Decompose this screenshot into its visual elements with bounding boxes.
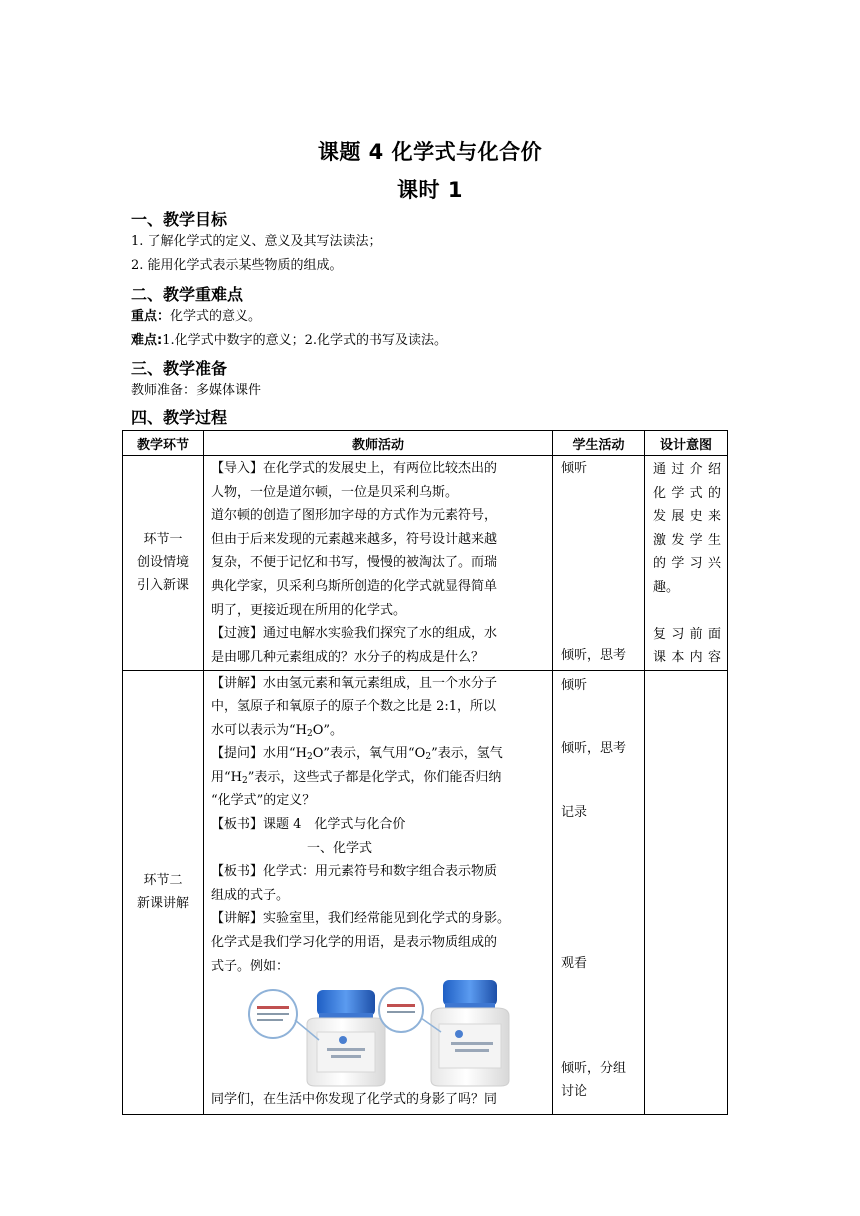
teaching-process-table bbox=[122, 430, 728, 1115]
section-heading-key-points: 二、教学重难点 bbox=[131, 285, 244, 304]
table-row bbox=[123, 670, 728, 1114]
design-line: 激发学生 bbox=[653, 532, 721, 548]
header-design-intent: 设计意图 bbox=[645, 431, 728, 456]
stage-cell-2 bbox=[123, 670, 204, 1114]
difficult-label: 难点: bbox=[131, 333, 163, 348]
key-label: 重点： bbox=[131, 309, 171, 324]
teacher-line bbox=[211, 766, 546, 790]
design-line: 的学习兴 bbox=[653, 556, 721, 571]
stage-line: 引入新课 bbox=[136, 578, 189, 594]
text-run: 【提问】水用“H bbox=[211, 746, 307, 762]
stage-cell-1 bbox=[123, 456, 204, 671]
stage-line: 环节一 bbox=[143, 532, 183, 548]
design-intent-cell-2 bbox=[645, 670, 728, 1114]
teacher-activity-cell-1 bbox=[204, 456, 553, 671]
student-activity: 倾听 bbox=[561, 677, 588, 693]
text-run: O”。 bbox=[312, 722, 344, 738]
key-text: 化学式的意义。 bbox=[170, 309, 262, 324]
goal-item-1: 1. 了解化学式的定义、意义及其写法读法； bbox=[131, 234, 382, 249]
reagent-bottles-image bbox=[211, 980, 546, 1088]
student-activity-cell-2 bbox=[553, 670, 645, 1114]
student-activity: 讨论 bbox=[561, 1083, 588, 1099]
teacher-line: “化学式”的定义？ bbox=[211, 793, 316, 809]
student-activity-cell-1 bbox=[553, 456, 645, 671]
teacher-line: 同学们，在生活中你发现了化学式的身影了吗？同 bbox=[211, 1092, 498, 1108]
teacher-line: 人物，一位是道尔顿，一位是贝采利乌斯。 bbox=[211, 484, 459, 500]
student-activity: 倾听，思考 bbox=[561, 740, 627, 756]
teacher-line: 【导入】在化学式的发展史上，有两位比较杰出的 bbox=[211, 461, 498, 476]
teacher-activity-cell-2 bbox=[204, 670, 553, 1114]
subscript: 2 bbox=[425, 752, 432, 763]
student-activity: 倾听 bbox=[561, 461, 588, 476]
table-header-row bbox=[123, 431, 728, 456]
student-activity: 倾听，思考 bbox=[561, 648, 627, 663]
teacher-line: 【板书】课题 4 化学式与化合价 bbox=[211, 817, 406, 833]
design-line: 发展史来 bbox=[653, 509, 721, 524]
subscript: 2 bbox=[306, 752, 313, 763]
key-point-line bbox=[131, 307, 261, 327]
teacher-line: 典化学家，贝采利乌斯所创造的化学式就显得简单 bbox=[211, 578, 498, 594]
teacher-line: 组成的式子。 bbox=[211, 887, 290, 903]
lesson-subtitle: 课时 1 bbox=[397, 178, 463, 202]
text-run: ”表示，这些式子都是化学式，你们能否归纳 bbox=[247, 769, 502, 785]
teacher-line bbox=[211, 742, 546, 766]
section-heading-goals: 一、教学目标 bbox=[131, 210, 228, 229]
text-run: ”表示，氢气 bbox=[431, 746, 503, 762]
header-stage: 教学环节 bbox=[123, 431, 204, 456]
student-activity: 观看 bbox=[561, 955, 588, 971]
teacher-line: 一、化学式 bbox=[307, 840, 373, 856]
design-intent-cell-1 bbox=[645, 456, 728, 671]
teacher-line: 【讲解】实验室里，我们经常能见到化学式的身影。 bbox=[211, 911, 511, 927]
teacher-line: 明了，更接近现在所用的化学式。 bbox=[211, 602, 407, 618]
teacher-line: 但由于后来发现的元素越来越多，符号设计越来越 bbox=[211, 531, 498, 547]
reagent-bottles-figure bbox=[247, 980, 547, 1088]
teacher-line: 【讲解】水由氢元素和氧元素组成，且一个水分子 bbox=[211, 675, 498, 691]
teacher-line: 中，氢原子和氧原子的原子个数之比是 2:1，所以 bbox=[211, 699, 497, 715]
design-line: 趣。 bbox=[653, 579, 680, 595]
design-line: 化学式的 bbox=[653, 485, 721, 501]
text-run: O”表示，氧气用“O bbox=[312, 746, 426, 762]
design-line: 复习前面 bbox=[653, 626, 721, 642]
header-teacher-activity: 教师活动 bbox=[204, 431, 553, 456]
design-spacer bbox=[653, 599, 721, 623]
student-activity: 倾听，分组 bbox=[561, 1060, 627, 1076]
header-student-activity: 学生活动 bbox=[553, 431, 645, 456]
subscript: 2 bbox=[241, 775, 248, 786]
goal-item-2: 2. 能用化学式表示某些物质的组成。 bbox=[131, 258, 343, 273]
student-activity: 记录 bbox=[561, 804, 588, 820]
teacher-line: 【板书】化学式：用元素符号和数字组合表示物质 bbox=[211, 864, 498, 880]
section-heading-preparation: 三、教学准备 bbox=[131, 359, 228, 378]
text-run: 水可以表示为“H bbox=[211, 722, 307, 738]
text-run: 用“H bbox=[211, 769, 242, 785]
teacher-line: 复杂，不便于记忆和书写，慢慢的被淘汰了。而瑞 bbox=[211, 555, 498, 571]
bottle-left bbox=[249, 990, 385, 1086]
lesson-title: 课题 4 化学式与化合价 bbox=[317, 140, 543, 164]
stage-line: 创设情境 bbox=[136, 555, 189, 571]
teacher-line bbox=[211, 719, 546, 743]
teacher-line: 【过渡】通过电解水实验我们探究了水的组成，水 bbox=[211, 626, 498, 642]
section-heading-process: 四、教学过程 bbox=[131, 408, 228, 427]
teacher-line: 是由哪几种元素组成的？水分子的构成是什么？ bbox=[211, 649, 485, 665]
design-line: 通过介绍 bbox=[653, 462, 721, 477]
preparation-text: 教师准备：多媒体课件 bbox=[131, 383, 262, 398]
difficult-text: 1.化学式中数字的意义；2.化学式的书写及读法。 bbox=[162, 333, 448, 348]
design-line: 课本内容 bbox=[653, 650, 721, 665]
subscript: 2 bbox=[306, 728, 313, 739]
teacher-line: 式子。例如： bbox=[211, 958, 290, 974]
stage-line: 新课讲解 bbox=[136, 896, 189, 911]
bottle-right bbox=[379, 980, 509, 1086]
table-row bbox=[123, 456, 728, 671]
difficult-point-line bbox=[131, 331, 447, 351]
stage-line: 环节二 bbox=[143, 873, 183, 888]
teacher-line: 化学式是我们学习化学的用语，是表示物质组成的 bbox=[211, 935, 498, 951]
teacher-line: 道尔顿的创造了图形加字母的方式作为元素符号， bbox=[211, 508, 498, 524]
